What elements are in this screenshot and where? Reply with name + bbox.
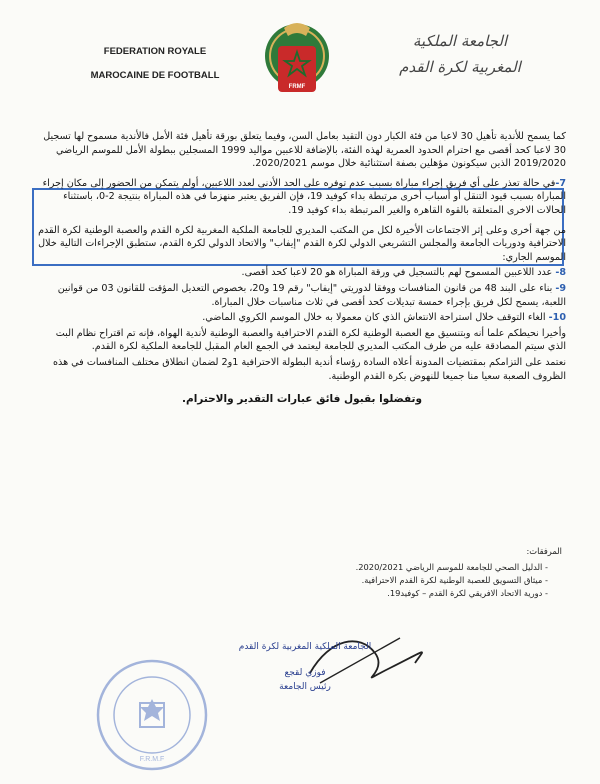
item-8-number: 8- <box>555 267 566 279</box>
attachment-item: - ميثاق التسويق للعصبة الوطنية لكرة القدم الاحترافية. <box>300 574 548 587</box>
signature-organization: الجامعة الملكية المغربية لكرة القدم <box>238 642 372 652</box>
paragraph-commitment: نعتمد على التزامكم بمقتضيات المدونة أعلاه السادة رؤساء أندية البطولة الاحترافية 1و2 لضمان انطلاق مختلف المنافسات في هذه الظروف الصعبة سعيا منا جميعا للنهوض بكرة القدم الوطنية. <box>53 356 566 382</box>
item-7-text: في حالة تعذر على أي فريق إجراء مباراة بسبب عدم توفره على الحد الأدنى لعدد اللاعبين، أولم يتمكن من الحضور إلى مكان إجراء المباراة بسبب قيود التنقل أو أسباب أخرى مرتبطة بداء كوفيد 19، فإن الفريق يعتبر منهزما في هذه المباراة بنتيجة 2-0، باستثناء الحالات الاخرى المتعلقة بالقوة القاهرة والغير المرتبطة بداء كوفيد 19. <box>42 177 566 216</box>
official-stamp <box>92 655 212 775</box>
item-7-number: 7- <box>555 177 566 189</box>
signature-name: فوزي لقجع <box>284 668 326 678</box>
paragraph-meetings: من جهة أخرى وعلى إثر الاجتماعات الأخيرة لكل من المكتب المديري للجامعة الملكية المغربية لكرة القدم والعصبة الوطنية لكرة القدم الاحترافية ودوريات الجامعة والمجلس التشريعي الدولي لكرة القدم "إيفاب" والاتحاد الدولي لكرة القدم، ستطبق الإجراءات التالية خلال الموسم الجاري: <box>38 224 566 263</box>
paragraph-final-note: وأخيرا نحيطكم علما أنه وبتنسيق مع العصبة الوطنية لكرة القدم الاحترافية والعصبة الوطنية لأندية الهواة، فإنه تم اقتراح نظام البت الذي سيتم المصادقة عليه من طرف المكتب المديري للجامعة ليعتمد في الجمع العام المقبل للجامعة الملكية لكرة القدم. <box>55 327 566 353</box>
paragraph-eligibility: كما يسمح للأندية تأهيل 30 لاعبا من فئة الكبار دون التقيد بعامل السن، وفيما يتعلق بورقة تأهيل فئة الأمل فالأندية مسموح لها تسجيل 30 لاعبا كحد أقصى مع احترام الحدود العمرية لهذه الفئة، بالإضافة للاعبين مواليد 1999 المسجلين ببطولة الأمل للموسم الرياضي 2019/2020 الذين سيكونون مؤهلين بصفة استثنائية خلال موسم 2020/2021. <box>43 131 566 170</box>
paragraph-item-7 <box>38 177 566 218</box>
attachments <box>300 545 562 600</box>
paragraph-item-8 <box>38 266 566 280</box>
item-9-number: 9- <box>555 282 566 294</box>
paragraph-item-10 <box>38 311 566 325</box>
attachment-item: - الدليل الصحي للجامعة للموسم الرياضي 2020/2021. <box>300 561 548 574</box>
signature-role: رئيس الجامعة <box>279 682 331 692</box>
header-arabic-line2: المغربية لكرة القدم <box>399 58 521 76</box>
logo-text: FRMF <box>288 84 306 90</box>
attachments-title: المرفقات: <box>526 546 562 556</box>
closing-salutation: وتفضلوا بقبول فائق عبارات التقدير والاحترام. <box>182 393 422 406</box>
paragraph-item-9 <box>38 282 566 309</box>
item-9-text: بناء على البند 48 من قانون المنافسات ووفقا لدوريتي "إيفاب" رقم 19 و20، بخصوص التعديل المؤقت للقانون 03 من قوانين اللعبة، يسمح لكل فريق بإجراء خمسة تبديلات كحد أقصى في ثلاث مناسبات خلال المباراة. <box>57 282 566 308</box>
header-french-line1: FEDERATION ROYALE <box>103 46 207 57</box>
header-arabic-line1: الجامعة الملكية <box>412 32 508 50</box>
header-french <box>60 40 250 88</box>
stamp-bottom-text: F.R.M.F <box>139 756 165 763</box>
letter-body <box>38 130 566 409</box>
frmf-crest-logo <box>258 18 336 108</box>
attachments-list <box>300 561 562 600</box>
item-10-text: الغاء التوقف خلال استراحة الانتعاش الذي كان معمولا به خلال الموسم الكروي الماضي. <box>202 312 546 324</box>
header-french-line2: MAROCAINE DE FOOTBALL <box>90 70 220 81</box>
signature-block <box>230 640 380 694</box>
header-arabic <box>360 28 560 80</box>
item-10-number: 10- <box>548 312 566 324</box>
attachment-item: - دورية الاتحاد الافريقي لكرة القدم – كوفيد19. <box>300 587 548 600</box>
item-8-text: عدد اللاعبين المسموح لهم بالتسجيل في ورقة المباراة هو 20 لاعبا كحد أقصى. <box>241 267 553 279</box>
